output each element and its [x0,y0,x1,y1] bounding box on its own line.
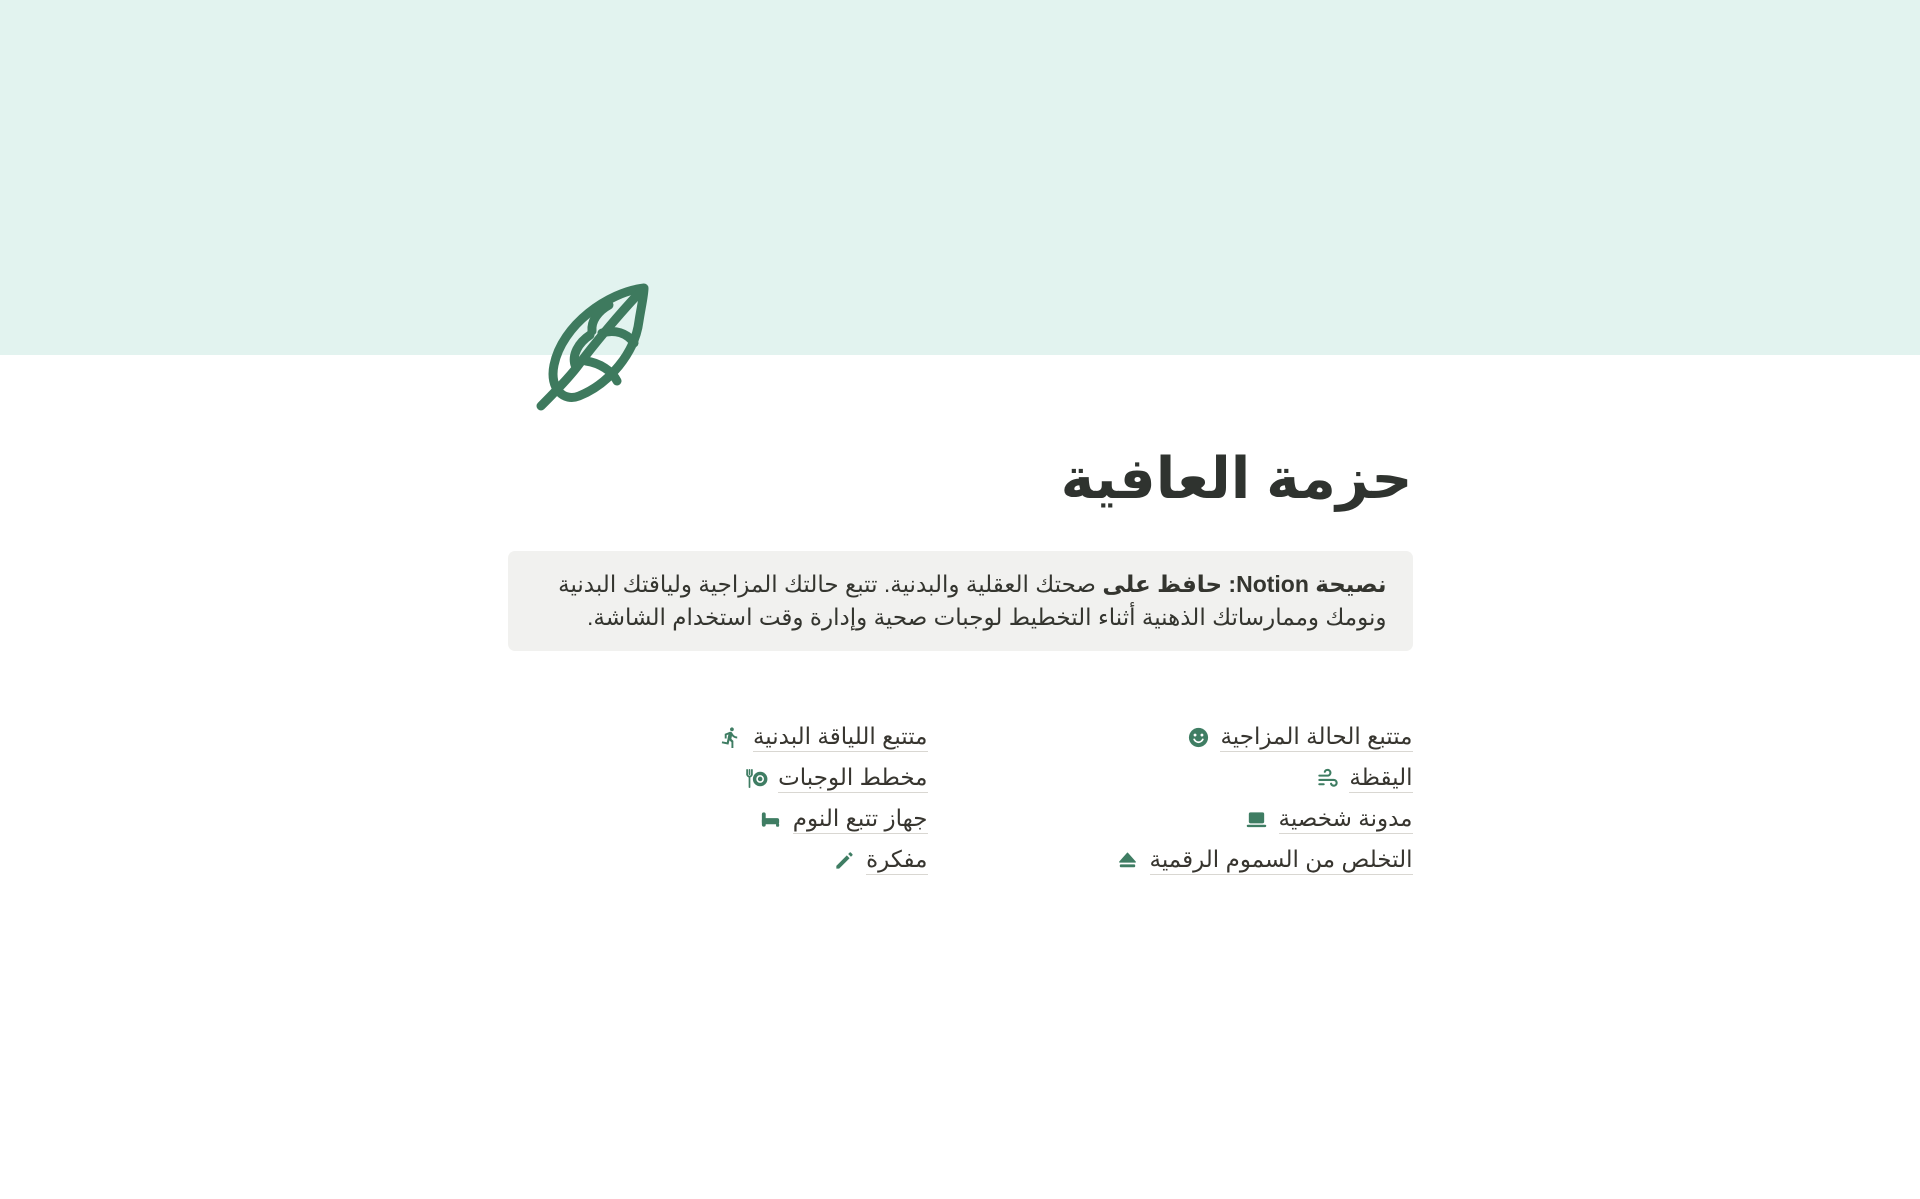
page-cover-banner [0,0,1920,355]
page-links-grid [508,723,1413,887]
page-link-notebook[interactable] [832,846,927,874]
page-link-mindfulness[interactable] [1315,764,1412,792]
mood-smiley-icon [1186,725,1210,749]
page-link-label: اليقظة [1349,764,1412,793]
wind-icon [1315,766,1339,790]
callout-bold-text: نصيحة Notion: حافظ على [1102,571,1387,598]
page-link-sleep-tracker[interactable] [759,805,928,833]
page-link-label: مدونة شخصية [1279,805,1413,834]
pencil-icon [832,848,856,872]
links-column-right [993,723,1413,887]
page-link-label: التخلص من السموم الرقمية [1150,846,1413,875]
page-link-meal-planner[interactable] [744,764,927,792]
page-link-digital-detox[interactable] [1116,846,1413,874]
page-title: حزمة العافية [1060,447,1413,511]
page-link-label: جهاز تتبع النوم [793,805,928,834]
links-column-left [508,723,928,887]
callout-text: صحتك العقلية والبدنية. تتبع حالتك المزاجية ولياقتك البدنية ونومك وممارساتك الذهنية أثناء التخطيط لوجبات صحية وإدارة وقت استخدام الشاشة. [558,571,1387,631]
eject-icon [1116,848,1140,872]
notion-tip-callout [508,551,1413,651]
page-link-label: متتبع الحالة المزاجية [1220,723,1412,752]
page-link-personal-journal[interactable] [1245,805,1413,833]
page-content [508,445,1413,887]
page-link-fitness-tracker[interactable] [719,723,928,751]
fork-plate-icon [744,766,768,790]
page-link-label: متتبع اللياقة البدنية [753,723,928,752]
page-link-label: مفكرة [866,846,927,875]
page-link-label: مخطط الوجبات [778,764,927,793]
page-link-mood-tracker[interactable] [1186,723,1412,751]
bed-icon [759,807,783,831]
leaf-icon [536,281,654,411]
runner-icon [719,725,743,749]
laptop-icon [1245,807,1269,831]
